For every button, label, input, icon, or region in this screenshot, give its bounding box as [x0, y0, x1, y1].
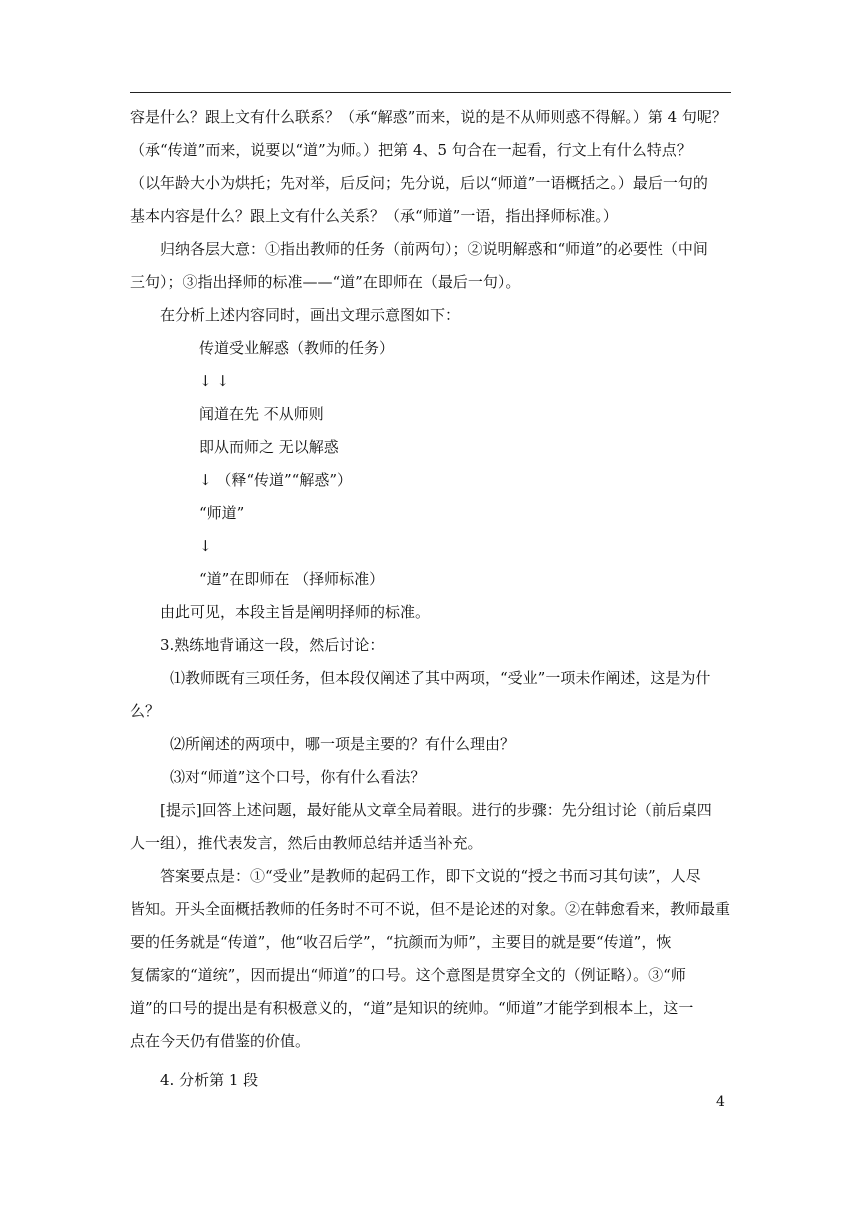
- answer-line: 点在今天仍有借鉴的价值。: [130, 1032, 311, 1050]
- answer-line: 道”的口号的提出是有积极意义的，“道”是知识的统帅。“师道”才能学到根本上，这一: [130, 999, 694, 1017]
- paragraph-line: 由此可见，本段主旨是阐明择师的标准。: [160, 603, 431, 621]
- diagram-line: “师道”: [199, 504, 245, 522]
- diagram-line: 传道受业解惑（教师的任务）: [199, 339, 395, 357]
- paragraph-line: 基本内容是什么？跟上文有什么关系？（承“师道”一语，指出择师标准。）: [130, 207, 618, 225]
- page-number: 4: [716, 1094, 725, 1110]
- diagram-line: 即从而师之 无以解惑: [199, 438, 339, 456]
- document-body: [130, 101, 731, 1097]
- diagram-line: 闻道在先 不从师则: [199, 405, 324, 423]
- diagram-arrows: ↓: [199, 537, 212, 555]
- question-line: ⑵所阐述的两项中，哪一项是主要的？有什么理由？: [170, 735, 516, 753]
- paragraph-line: 容是什么？跟上文有什么联系？（承“解惑”而来，说的是不从师则惑不得解。）第 4 句呢？: [130, 108, 727, 126]
- section-heading: 3.熟练地背诵这一段，然后讨论：: [160, 636, 385, 654]
- answer-line: 皆知。开头全面概括教师的任务时不可不说，但不是论述的对象。②在韩愈看来，教师最重: [130, 900, 731, 918]
- paragraph-line: 归纳各层大意：①指出教师的任务（前两句）；②说明解惑和“师道”的必要性（中间: [160, 240, 708, 258]
- paragraph-line: （以年龄大小为烘托；先对举，后反问；先分说，后以“师道”一语概括之。）最后一句的: [130, 174, 708, 192]
- paragraph-line: （承“传道”而来，说要以“道”为师。）把第 4、5 句合在一起看，行文上有什么特点？: [130, 141, 692, 159]
- header-rule: [130, 92, 731, 93]
- diagram-line: ↓ （释“传道”“解惑”）: [199, 471, 353, 489]
- question-line: ⑶对“师道”这个口号，你有什么看法？: [170, 768, 426, 786]
- question-line: ⑴教师既有三项任务，但本段仅阐述了其中两项，“受业”一项未作阐述，这是为什: [170, 669, 711, 687]
- hint-line: 人一组），推代表发言，然后由教师总结并适当补充。: [130, 834, 483, 852]
- diagram-arrows: ↓ ↓: [199, 372, 229, 390]
- answer-line: 要的任务就是“传道”，他“收召后学”，“抗颜而为师”，主要目的就是要“传道”，恢: [130, 933, 672, 951]
- paragraph-line: 三句）；③指出择师的标准——“道”在即师在（最后一句）。: [130, 273, 521, 291]
- answer-line: 答案要点是：①“受业”是教师的起码工作，即下文说的“授之书而习其句读”，人尽: [160, 867, 701, 885]
- answer-line: 复儒家的“道统”，因而提出“师道”的口号。这个意图是贯穿全文的（例证略）。③“师: [130, 966, 686, 984]
- hint-line: [提示]回答上述问题，最好能从文章全局着眼。进行的步骤：先分组讨论（前后桌四: [160, 801, 712, 819]
- question-line: 么？: [130, 702, 161, 720]
- section-heading: 4. 分析第 1 段: [160, 1071, 259, 1089]
- diagram-line: “道”在即师在 （择师标准）: [199, 570, 385, 588]
- paragraph-line: 在分析上述内容同时，画出文理示意图如下：: [160, 306, 461, 324]
